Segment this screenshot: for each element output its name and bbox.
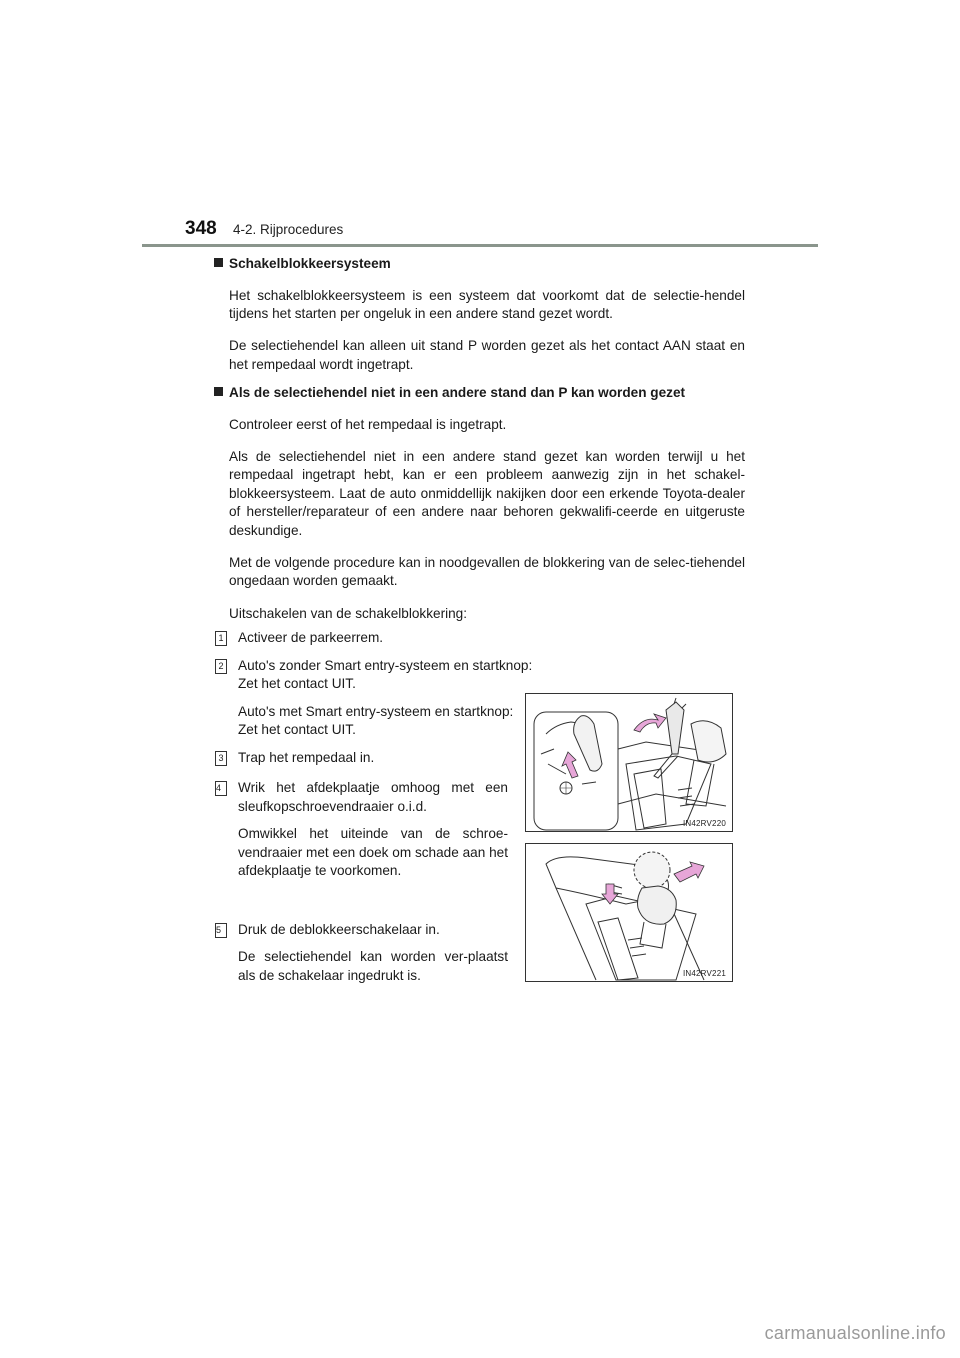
step-4 bbox=[213, 779, 508, 881]
paragraph: Uitschakelen van de schakelblokkering: bbox=[229, 605, 468, 621]
heading-shift-lock-release bbox=[213, 383, 745, 402]
heading-text: Als de selectiehendel niet in een andere stand dan P kan worden gezet bbox=[229, 385, 686, 401]
step-text: Omwikkel het uiteinde van de schroe-vendraaier met een doek om schade aan het afdekplaatje te voorkomen. bbox=[238, 826, 508, 879]
step-number: 2 bbox=[215, 659, 227, 674]
step-5 bbox=[213, 921, 508, 986]
heading-shift-lock-system bbox=[213, 254, 745, 273]
step-number: 3 bbox=[215, 751, 227, 766]
watermark: carmanualsonline.info bbox=[764, 1323, 946, 1343]
pry-arrow-icon bbox=[634, 714, 666, 732]
figure-code: IN42RV221 bbox=[682, 969, 726, 978]
paragraph: Als de selectiehendel niet in een andere stand gezet kan worden terwijl u het rempedaal ingetrapt hebt, kan er een probleem aanwezig zijn in het schakel-blokkeersysteem. Laat de auto onmiddellijk nakijken door een erkende Toyota-dealer of hersteller/reparateur of een andere naar behoren gekwalifi-ceerde en uitgeruste deskundige. bbox=[229, 448, 745, 538]
page-number: 348 bbox=[185, 218, 217, 239]
paragraph: De selectiehendel kan alleen uit stand P worden gezet als het contact AAN staat en het rempedaal wordt ingetrapt. bbox=[229, 338, 745, 372]
step-text: Activeer de parkeerrem. bbox=[238, 630, 384, 646]
console-illustration bbox=[526, 694, 732, 831]
step-text: Wrik het afdekplaatje omhoog met een sleufkopschroevendraaier o.i.d. bbox=[238, 780, 508, 814]
shift-arrow-icon bbox=[674, 862, 704, 882]
step-text: Trap het rempedaal in. bbox=[238, 749, 375, 765]
console-illustration bbox=[526, 844, 732, 981]
step-1 bbox=[213, 629, 745, 648]
step-number: 4 bbox=[215, 781, 227, 796]
paragraph: Controleer eerst of het rempedaal is ingetrapt. bbox=[229, 416, 507, 432]
section-header: 4-2. Rijprocedures bbox=[233, 222, 344, 237]
press-arrow-icon bbox=[562, 752, 578, 778]
step-number: 1 bbox=[215, 631, 227, 646]
figure-screwdriver-cover bbox=[525, 693, 733, 832]
paragraph: Met de volgende procedure kan in noodgevallen de blokkering van de selec-tiehendel ongedaan worden gemaakt. bbox=[229, 554, 745, 589]
step-text: De selectiehendel kan worden ver-plaatst als de schakelaar ingedrukt is. bbox=[238, 949, 508, 983]
figure-code: IN42RV220 bbox=[682, 819, 726, 828]
paragraph: Het schakelblokkeersysteem is een systeem dat voorkomt dat de selectie-hendel tijdens het starten per ongeluk in een andere stand gezet wordt. bbox=[229, 287, 745, 322]
step-number: 5 bbox=[215, 923, 227, 938]
square-bullet-icon bbox=[214, 258, 223, 267]
heading-text: Schakelblokkeersysteem bbox=[229, 256, 391, 271]
figure-release-button bbox=[525, 843, 733, 982]
header-rule bbox=[142, 244, 818, 247]
step-text: Auto's met Smart entry-systeem en startknop: Zet het contact UIT. bbox=[238, 703, 514, 738]
step-text: Auto's zonder Smart entry-systeem en startknop: Zet het contact UIT. bbox=[238, 657, 533, 692]
step-text: Druk de deblokkeerschakelaar in. bbox=[238, 921, 440, 937]
square-bullet-icon bbox=[214, 387, 223, 396]
